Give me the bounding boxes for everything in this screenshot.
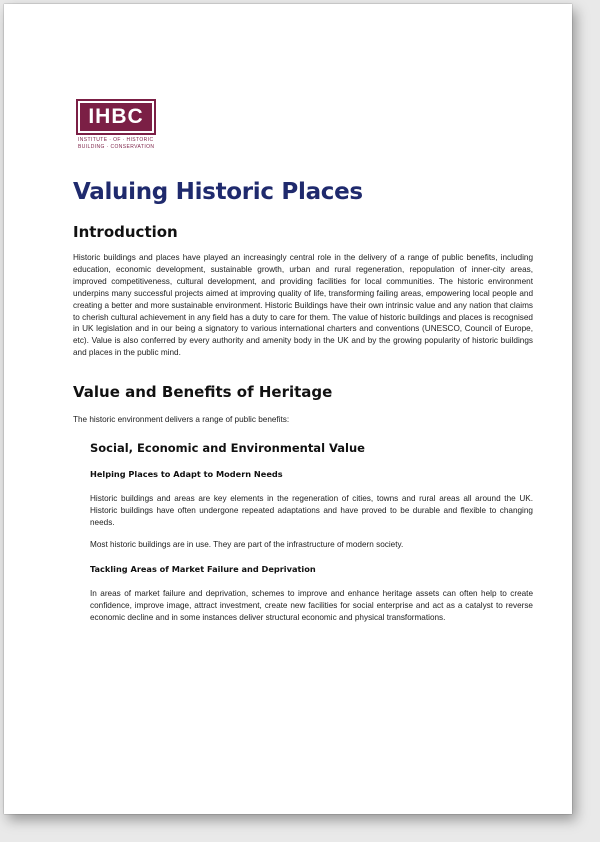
intro-heading: Introduction: [73, 223, 178, 241]
value-heading: Value and Benefits of Heritage: [73, 383, 333, 402]
block1-paragraph2: Most historic buildings are in use. They are part of the infrastructure of modern society.: [90, 539, 404, 549]
document-page: [4, 4, 572, 814]
block1-heading: Helping Places to Adapt to Modern Needs: [90, 469, 283, 480]
document-content: [73, 179, 533, 623]
logo-subtitle-line1: INSTITUTE · OF · HISTORIC: [78, 137, 154, 143]
intro-paragraph: Historic buildings and places have played an increasingly central role in the delivery of a range of public benefits, including education, economic development, sustainable growth, urban and rural regeneration, repopulation of inner-city areas, improved competitiveness, cultural development, and providing facilities for local communities. The historic environment underpins many successful projects aimed at improving quality of life, transforming failing areas, empowering local people and creating a better and more sustainable environment. Historic Buildings have their own intrinsic value and any nation that claims to cherish cultural achievement in any field has a duty to care for them. The value of historic buildings and places is recognised in UK legislation and in our being a signatory to various international charters and conventions (UNESCO, Council of Europe, etc). Value is also conferred by every authority and amenity body in the UK and by the growing popularity of historic buildings and places in the public mind.: [73, 253, 533, 358]
value-subsection: [90, 441, 533, 623]
document-title: Valuing Historic Places: [73, 179, 363, 205]
logo-subtitle: [76, 137, 164, 150]
logo-mark: IHBC: [76, 99, 156, 135]
block2-heading: Tackling Areas of Market Failure and Deprivation: [90, 563, 316, 574]
block1-paragraph1: Historic buildings and areas are key elements in the regeneration of cities, towns and rural areas all around the UK. Historic buildings have often undergone repeated adaptations and have proved to be durable and flexible to changing needs.: [90, 494, 533, 527]
social-economic-heading: Social, Economic and Environmental Value: [90, 441, 365, 456]
value-lead: The historic environment delivers a range of public benefits:: [73, 415, 290, 425]
ihbc-logo: [76, 99, 164, 150]
logo-subtitle-line2: BUILDING · CONSERVATION: [78, 143, 155, 150]
block2-paragraph1: In areas of market failure and deprivation, schemes to improve and enhance heritage assets can often help to create confidence, improve image, attract investment, create new facilities for social enterprise and act as a catalyst to reverse economic decline and in some instances deliver structural economic and physical transformations.: [90, 588, 533, 622]
